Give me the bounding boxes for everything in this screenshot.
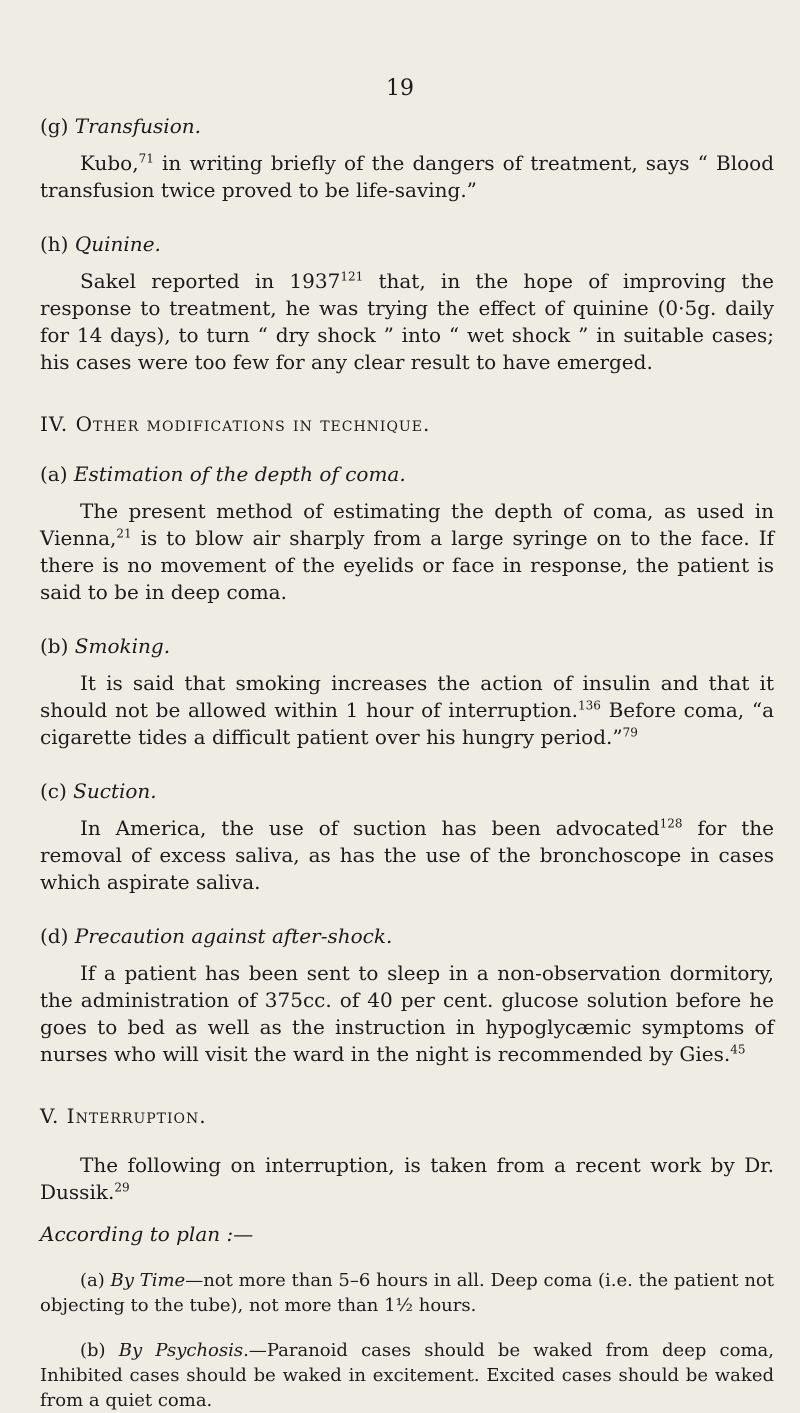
text: for the removal of excess saliva, as has the use of the bronchoscope in cases which aspirate saliva. — [40, 816, 774, 894]
subsection-heading-h — [40, 230, 774, 258]
heading-title: Estimation of the depth of coma. — [73, 462, 406, 486]
heading-title: Smoking. — [74, 634, 171, 658]
text: The following on interruption, is taken from a recent work by Dr. Dussik. — [40, 1153, 774, 1204]
section-title: Other modifications in technique. — [75, 412, 431, 436]
section-numeral: V. — [40, 1104, 60, 1128]
paragraph-plan-psychosis — [40, 1338, 774, 1413]
reference-number: 136 — [577, 698, 601, 713]
text: is to blow air sharply from a large syringe on to the face. If there is no movement of the eyelids or face in response, the patient is said to be in deep coma. — [40, 526, 774, 604]
paragraph-interruption-intro — [40, 1152, 774, 1206]
text: In America, the use of suction has been advocated — [80, 816, 660, 840]
heading-title: Suction. — [73, 779, 157, 803]
reference-number: 71 — [138, 151, 154, 166]
heading-label: (b) — [40, 634, 69, 658]
text: Sakel reported in 1937 — [80, 269, 341, 293]
section-heading-v — [40, 1102, 774, 1130]
subsection-heading-b — [40, 632, 774, 660]
paragraph-plan-time — [40, 1268, 774, 1318]
plan-heading: According to plan :— — [40, 1222, 254, 1246]
text: It is said that smoking increases the action of insulin and that it should not be allowed within 1 hour of interruption. — [40, 671, 774, 722]
heading-label: (h) — [40, 232, 69, 256]
subsection-heading-d — [40, 922, 774, 950]
item-label: (b) — [80, 1340, 106, 1361]
reference-number: 29 — [114, 1180, 130, 1195]
heading-label: (c) — [40, 779, 67, 803]
reference-number: 21 — [116, 526, 132, 541]
item-title: By Psychosis. — [118, 1340, 249, 1361]
text: —Paranoid cases should be waked from deep coma, Inhibited cases should be waked in excitement. Excited cases should be waked from a quiet coma. — [40, 1340, 774, 1411]
reference-number: 121 — [340, 269, 364, 284]
item-title: By Time — [110, 1270, 186, 1291]
subsection-heading-a — [40, 460, 774, 488]
text: Kubo, — [80, 151, 139, 175]
item-label: (a) — [80, 1270, 105, 1291]
paragraph-quinine — [40, 268, 774, 376]
subsection-heading-g — [40, 112, 774, 140]
text: If a patient has been sent to sleep in a non-observation dormitory, the administration of 375cc. of 40 per cent. glucose solution before he goes to bed as well as the instruction in hypoglycæmic symptoms of nurses who will visit the ward in the night is recommended by Gies. — [40, 961, 774, 1066]
text: The present method of estimating the depth of coma, as used in Vienna, — [40, 499, 774, 550]
text: Before coma, “a cigarette tides a difficult patient over his hungry period.” — [40, 698, 774, 749]
heading-label: (g) — [40, 114, 69, 138]
section-numeral: IV. — [40, 412, 69, 436]
section-heading-iv — [40, 410, 774, 438]
text: that, in the hope of improving the response to treatment, he was trying the effect of quinine (0·5g. daily for 14 days), to turn “ dry shock ” into “ wet shock ” in suitable cases; his cases were too few for any clear result to have emerged. — [40, 269, 775, 374]
reference-number: 128 — [659, 816, 683, 831]
reference-number: 79 — [622, 725, 638, 740]
heading-title: Transfusion. — [74, 114, 201, 138]
paragraph-after-shock — [40, 960, 774, 1068]
paragraph-smoking — [40, 670, 774, 751]
section-title: Interruption. — [66, 1104, 207, 1128]
text: —not more than 5–6 hours in all. Deep coma (i.e. the patient not objecting to the tube), not more than 1½ hours. — [40, 1270, 774, 1316]
heading-title: Precaution against after-shock. — [74, 924, 393, 948]
page-number: 19 — [386, 76, 414, 101]
heading-label: (a) — [40, 462, 68, 486]
heading-title: Quinine. — [74, 232, 161, 256]
subsection-heading-c — [40, 777, 774, 805]
paragraph-suction — [40, 815, 774, 896]
page-body — [40, 112, 774, 1413]
heading-label: (d) — [40, 924, 69, 948]
text: in writing briefly of the dangers of treatment, says “ Blood transfusion twice proved to be life-saving.” — [40, 151, 774, 202]
reference-number: 45 — [730, 1042, 746, 1057]
paragraph-transfusion — [40, 150, 774, 204]
paragraph-coma-depth — [40, 498, 774, 606]
